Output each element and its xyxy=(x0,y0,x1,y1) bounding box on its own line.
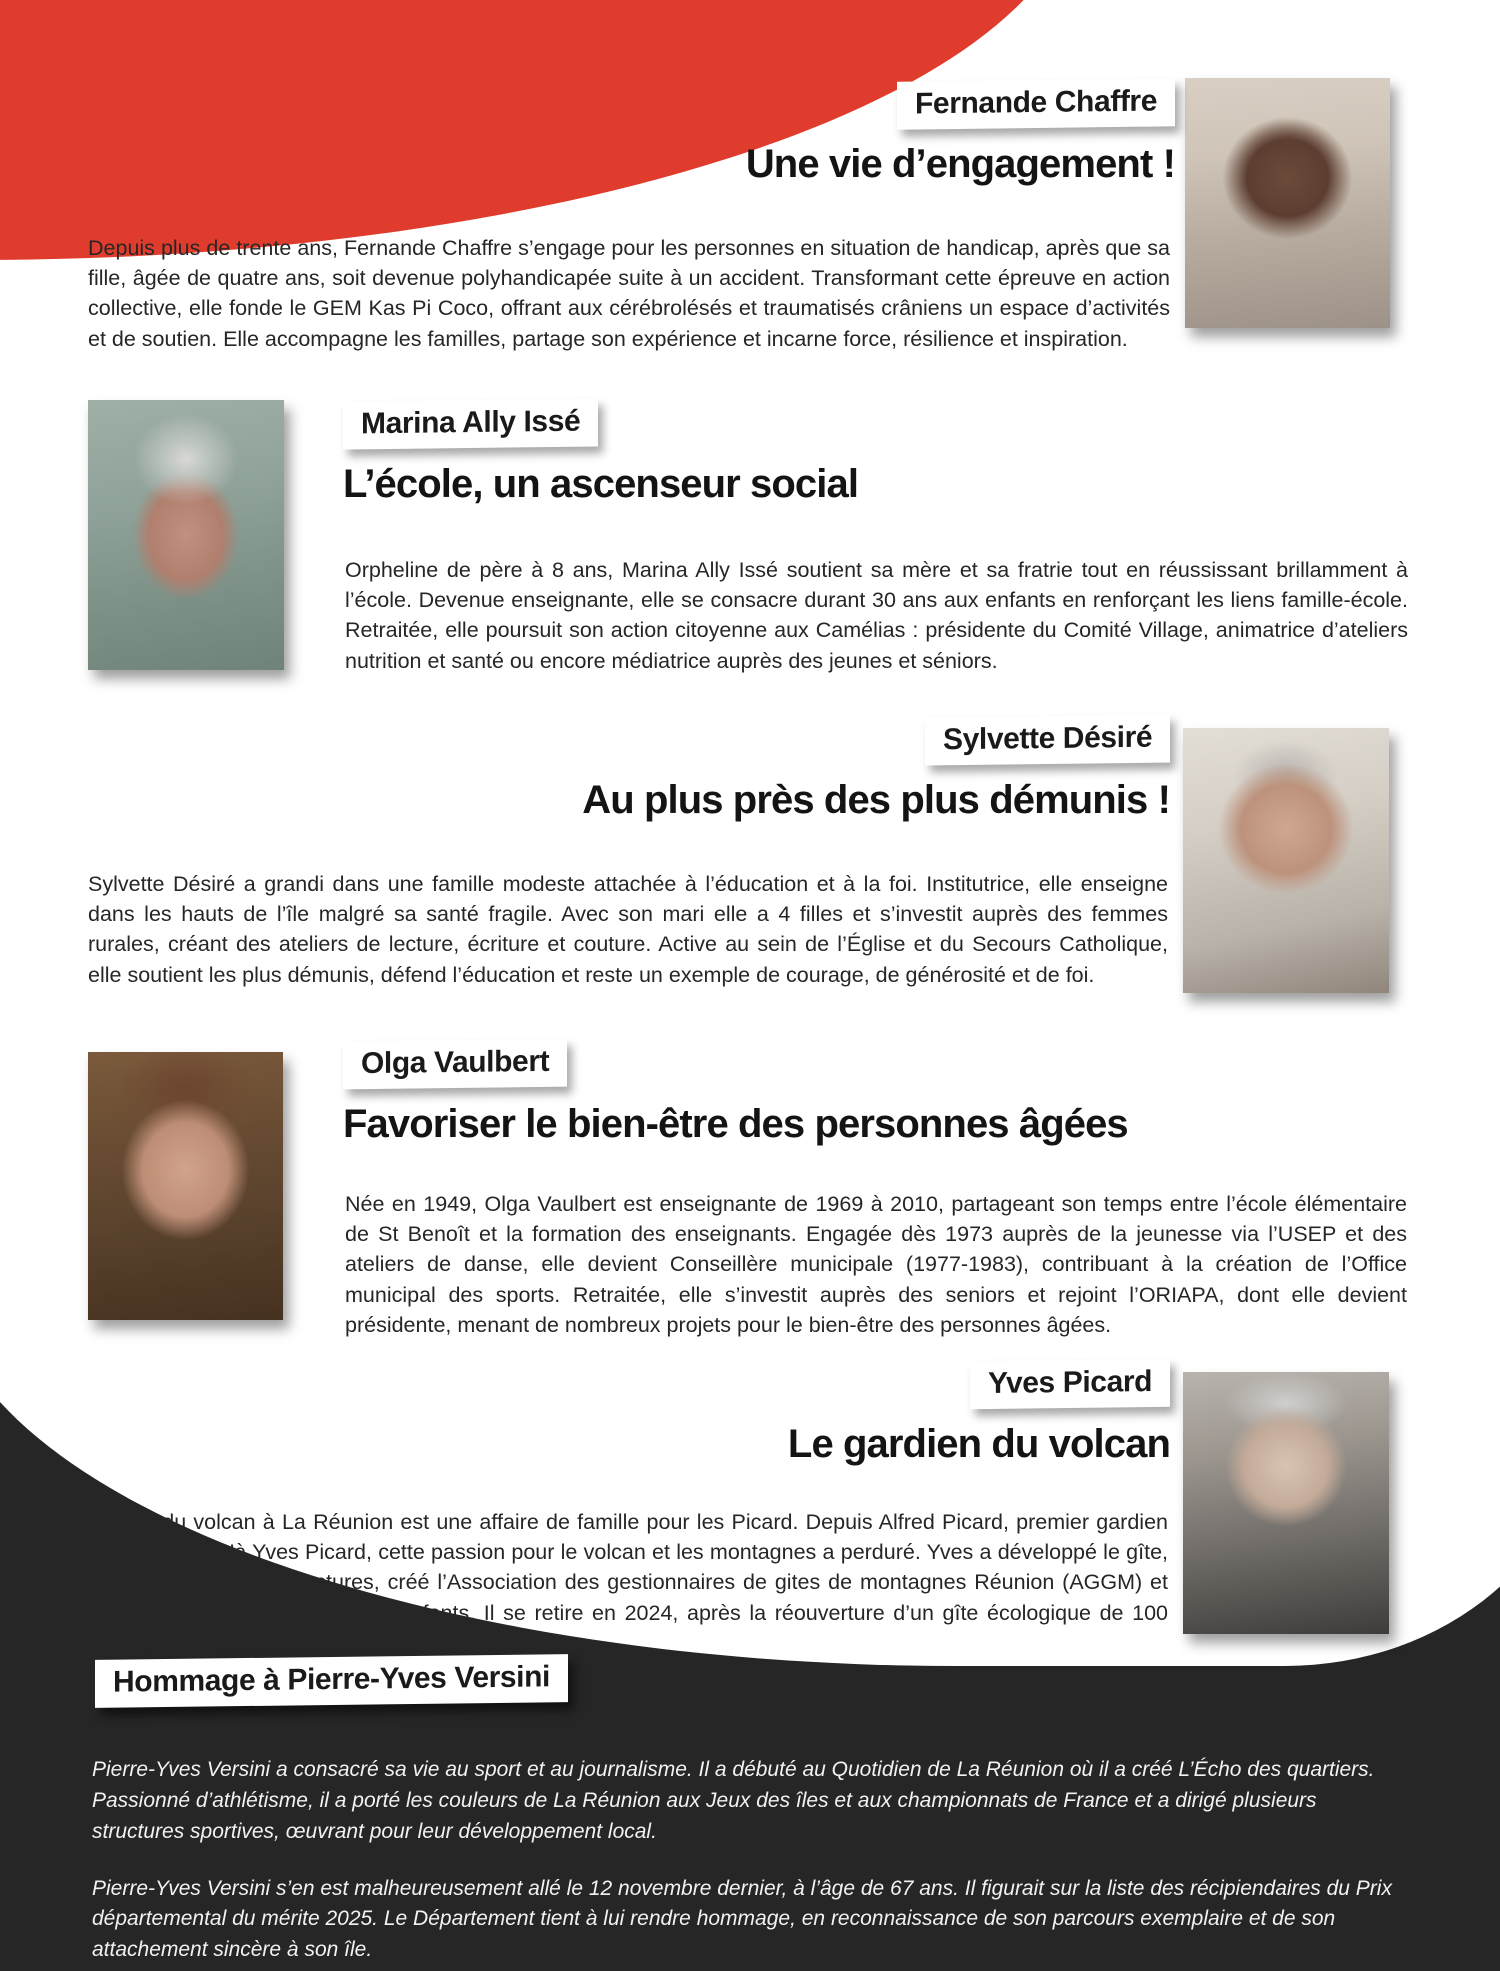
profile-name-tag-marina: Marina Ally Issé xyxy=(343,398,598,449)
profile-body-olga: Née en 1949, Olga Vaulbert est enseignante de 1969 à 2010, partageant son temps entre l’école élémentaire de St Benoît et la formation des enseignants. Engagée dès 1973 auprès de la jeunesse via l’USEP et des ateliers de danse, elle devient Conseillère municipale (1977-1983), contribuant à la création de l’Office municipal des sports. Retraitée, elle s’investit auprès des seniors et rejoint l’ORIAPA, dont elle devient présidente, menant de nombreux projets pour le bien-être des personnes âgées. xyxy=(345,1192,1407,1337)
portrait-yves-picard xyxy=(1183,1372,1389,1634)
profile-headline-yves: Le gardien du volcan xyxy=(787,1421,1170,1466)
profile-body-fernande: Depuis plus de trente ans, Fernande Chaffre s’engage pour les personnes en situation de handicap, après que sa fille, âgée de quatre ans, soit devenue polyhandicapée suite à un accident. Transformant cette épreuve en action collective, elle fonde le GEM Kas Pi Coco, offrant aux cérébrolésés et traumatisés crâniens un espace d’activités et de soutien. Elle accompagne les familles, partage son expérience et incarne force, résilience et inspiration. xyxy=(88,236,1170,351)
profile-name-tag-fernande: Fernande Chaffre xyxy=(897,78,1175,129)
portrait-image xyxy=(1183,1372,1389,1634)
profile-name-tag-yves: Yves Picard xyxy=(970,1359,1170,1409)
profile-fernande-chaffre xyxy=(85,80,1175,186)
portrait-image xyxy=(88,400,284,670)
tribute-paragraph-1: Pierre-Yves Versini a consacré sa vie au sport et au journalisme. Il a débuté au Quotidien de La Réunion où il a créé L’Écho des quartiers. Passionné d’athlétisme, il a porté les couleurs de La Réunion aux Jeux des îles et aux championnats de France et a dirigé plusieurs structures sportives, œuvrant pour leur développement local. xyxy=(92,1758,1375,1843)
portrait-image xyxy=(1185,78,1390,328)
profile-headline-fernande: Une vie d’engagement ! xyxy=(745,141,1175,186)
profile-olga-vaulbert xyxy=(343,1040,1433,1146)
profile-body-yves: Le gîte du volcan à La Réunion est une affaire de famille pour les Picard. Depuis Alfred Picard, premier gardien en 1948, jusqu’à Yves Picard, cette passion pour le volcan et les montagnes a perduré. Yves a développé le gîte, modernisé ses infrastructures, créé l’Association des gestionnaires de gites de montagnes Réunion (AGGM) et transmis son savoir-faire à ses enfants. Il se retire en 2024, après la réouverture d’un gîte écologique de 100 places. xyxy=(88,1510,1168,1655)
profile-body-marina: Orpheline de père à 8 ans, Marina Ally Issé soutient sa mère et sa fratrie tout en réussissant brillamment à l’école. Devenue enseignante, elle se consacre durant 30 ans aux enfants en renforçant les liens famille-école. Retraitée, elle poursuit son action citoyenne aux Camélias : présidente du Comité Village, animatrice d’ateliers nutrition et santé ou encore médiatrice auprès des jeunes et séniors. xyxy=(345,558,1408,673)
tribute-body xyxy=(92,1755,1414,1966)
profile-headline-olga: Favoriser le bien-être des personnes âgées xyxy=(343,1101,1128,1146)
portrait-olga-vaulbert xyxy=(88,1052,283,1320)
profile-name-tag-olga: Olga Vaulbert xyxy=(343,1039,567,1089)
tribute-paragraph-2: Pierre-Yves Versini s’en est malheureusement allé le 12 novembre dernier, à l’âge de 67 ans. Il figurait sur la liste des récipiendaires du Prix départemental du mérite 2025. Le Département tient à lui rendre hommage, en reconnaissance de son parcours exemplaire et de son attachement sincère à son île. xyxy=(92,1876,1392,1962)
profile-headline-sylvette: Au plus près des plus démunis ! xyxy=(582,777,1170,822)
portrait-sylvette-desire xyxy=(1183,728,1389,993)
portrait-fernande-chaffre xyxy=(1185,78,1390,328)
portrait-marina-ally-isse xyxy=(88,400,284,670)
profile-yves-picard xyxy=(85,1360,1170,1466)
profile-marina-ally-isse xyxy=(343,400,1433,506)
tribute-header xyxy=(95,1657,568,1705)
profile-headline-marina: L’école, un ascenseur social xyxy=(343,461,859,506)
profile-name-tag-sylvette: Sylvette Désiré xyxy=(925,715,1170,765)
portrait-image xyxy=(88,1052,283,1320)
portrait-image xyxy=(1183,728,1389,993)
profile-sylvette-desire xyxy=(85,716,1170,822)
tribute-title-tag: Hommage à Pierre-Yves Versini xyxy=(95,1654,568,1707)
profile-body-sylvette: Sylvette Désiré a grandi dans une famille modeste attachée à l’éducation et à la foi. Institutrice, elle enseigne dans les hauts de l’île malgré sa santé fragile. Avec son mari elle a 4 filles et s’investit auprès des femmes rurales, créant des ateliers de lecture, écriture et couture. Active au sein de l’Église et du Secours Catholique, elle soutient les plus démunis, défend l’éducation et reste un exemple de courage, de générosité et de foi. xyxy=(88,872,1168,987)
